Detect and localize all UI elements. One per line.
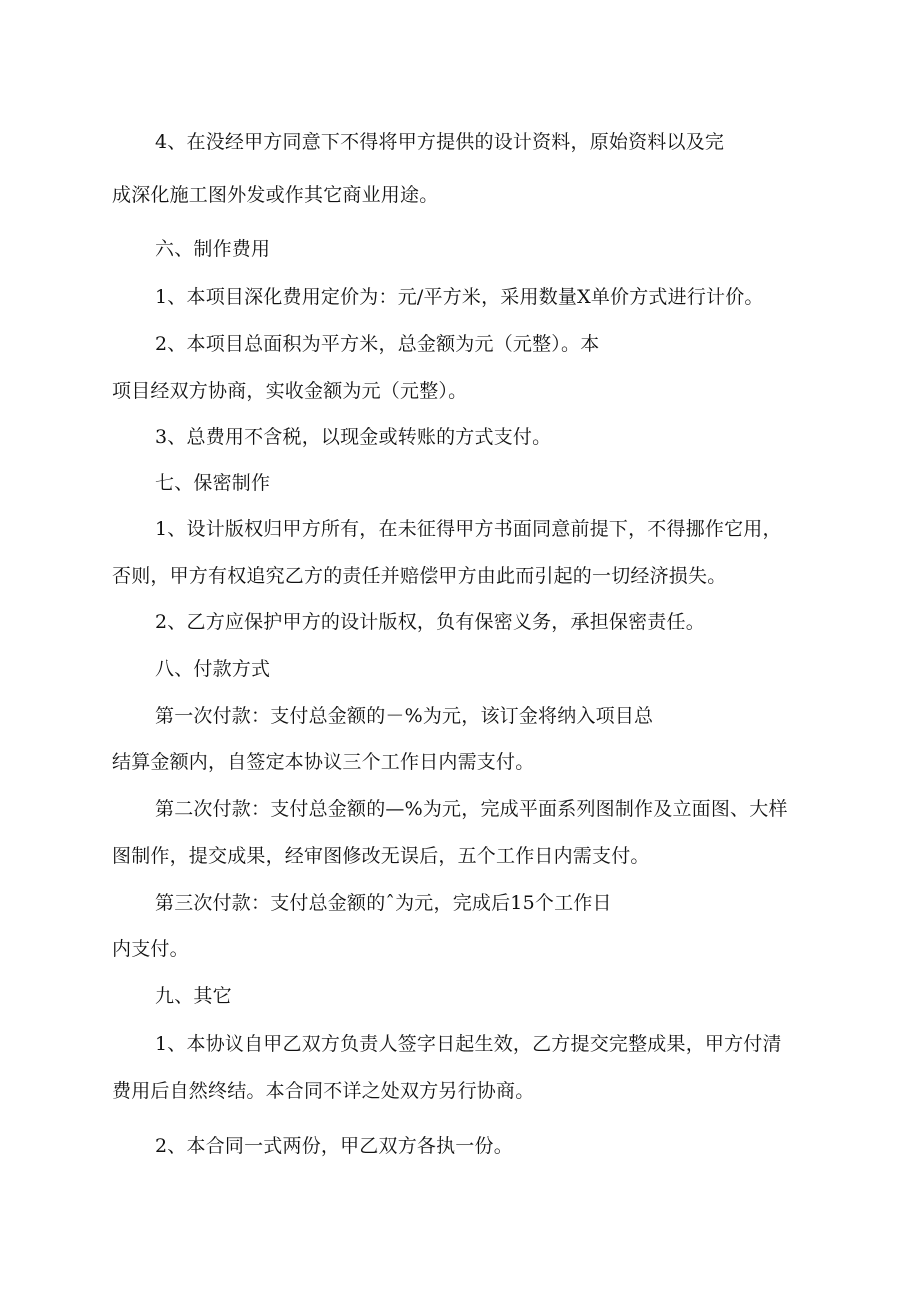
payment-2-line-2: 图制作，提交成果，经审图修改无误后，五个工作日内需支付。 — [112, 845, 650, 867]
clause-6-2-line-2: 项目经双方协商，实收金额为元（元整）。 — [112, 380, 468, 402]
section-heading-8: 八、付款方式 — [155, 658, 271, 680]
clause-7-1-line-2: 否则，甲方有权追究乙方的责任并赔偿甲方由此而引起的一切经济损失。 — [112, 565, 727, 587]
clause-6-3: 3、总费用不含税，以现金或转账的方式支付。 — [155, 426, 552, 448]
clause-7-2: 2、乙方应保护甲方的设计版权，负有保密义务，承担保密责任。 — [155, 611, 705, 633]
clause-8-4-line-1: 4、在没经甲方同意下不得将甲方提供的设计资料，原始资料以及完 — [155, 131, 725, 153]
clause-9-2: 2、本合同一式两份，甲乙双方各执一份。 — [155, 1135, 513, 1157]
clause-9-1-line-1: 1、本协议自甲乙双方负责人签字日起生效，乙方提交完整成果，甲方付清 — [155, 1033, 782, 1055]
payment-2-line-1: 第二次付款：支付总金额的—%为元，完成平面系列图制作及立面图、大样 — [155, 798, 788, 820]
section-heading-9: 九、其它 — [155, 985, 232, 1007]
clause-7-1-line-1: 1、设计版权归甲方所有，在未征得甲方书面同意前提下，不得挪作它用， — [155, 518, 782, 540]
section-heading-6: 六、制作费用 — [155, 238, 271, 260]
clause-6-2-line-1: 2、本项目总面积为平方米，总金额为元（元整）。本 — [155, 333, 600, 355]
clause-8-4-line-2: 成深化施工图外发或作其它商业用途。 — [112, 184, 439, 206]
payment-3-line-1: 第三次付款：支付总金额的ˆ为元，完成后15个工作日 — [155, 892, 612, 914]
payment-1-line-1: 第一次付款：支付总金额的－%为元，该订金将纳入项目总 — [155, 705, 654, 727]
payment-3-line-2: 内支付。 — [112, 938, 189, 960]
clause-9-1-line-2: 费用后自然终结。本合同不详之处双方另行协商。 — [112, 1080, 535, 1102]
section-heading-7: 七、保密制作 — [155, 472, 271, 494]
payment-1-line-2: 结算金额内，自签定本协议三个工作日内需支付。 — [112, 751, 535, 773]
clause-6-1: 1、本项目深化费用定价为：元/平方米，采用数量X单价方式进行计价。 — [155, 286, 764, 308]
